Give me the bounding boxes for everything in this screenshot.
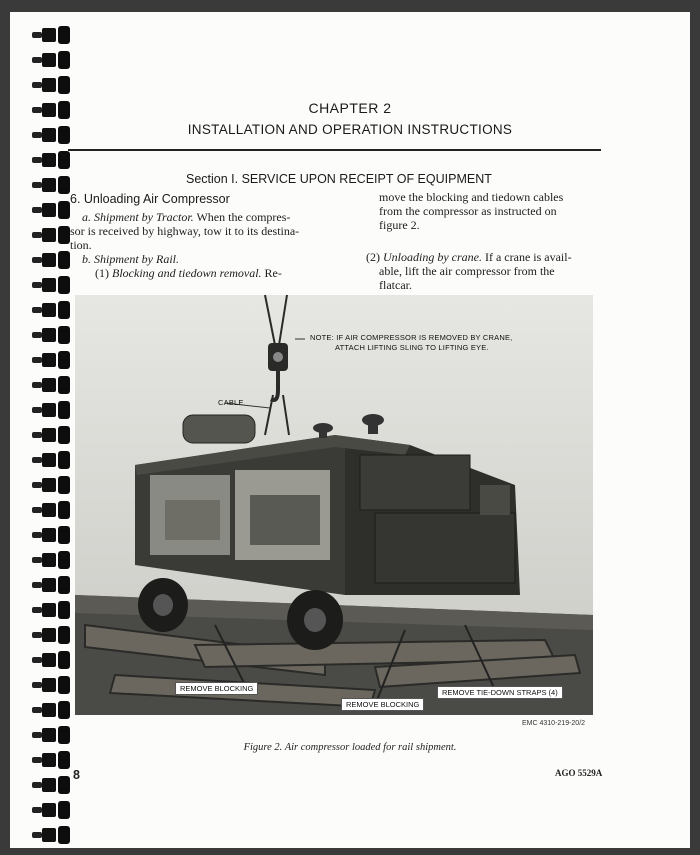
para-a-label: a. Shipment by Tractor. [82,210,194,224]
binding-coil [32,626,74,644]
binding-coil [32,51,74,69]
binding-coil [32,176,74,194]
para-b1-line-3: from the compressor as instructed on [379,204,557,218]
binding-coil [32,401,74,419]
binding-coil [32,226,74,244]
remove-blocking-label-left: REMOVE BLOCKING [175,682,258,695]
page-number: 8 [73,768,80,782]
para-b2-line-1 [366,250,572,264]
binding-coil [32,826,74,844]
para-b1-line-4: figure 2. [379,218,420,232]
binding-coil [32,376,74,394]
binding-coil [32,326,74,344]
paragraph-heading: 6. Unloading Air Compressor [70,192,230,206]
document-id: AGO 5529A [555,768,603,778]
para-b2-line-3: flatcar. [379,278,412,292]
tiedown-straps-label: REMOVE TIE-DOWN STRAPS (4) [437,686,563,699]
binding-coil [32,276,74,294]
air-compressor-photo [75,295,593,715]
figure-note-line-2: ATTACH LIFTING SLING TO LIFTING EYE. [335,343,489,352]
divider-rule [68,149,601,151]
binding-coil [32,301,74,319]
section-title: Section I. SERVICE UPON RECEIPT OF EQUIPMENT [186,172,492,186]
binding-coil [32,601,74,619]
binding-coil [32,576,74,594]
figure-photo [75,295,593,715]
figure-code: EMC 4310-219-20/2 [522,720,586,727]
binding-coil [32,526,74,544]
para-b1-text-1: Re- [261,266,282,280]
para-b1-label: Blocking and tiedown removal. [112,266,262,280]
para-b1-line-2: move the blocking and tiedown cables [379,190,564,204]
binding-coil [32,801,74,819]
binding-coil [32,426,74,444]
binding-coil [32,551,74,569]
binding-coil [32,451,74,469]
binding-coil [32,776,74,794]
chapter-title: CHAPTER 2 [308,100,392,116]
para-b2-text-1: If a crane is avail- [481,250,572,264]
para-a-line-1 [82,210,290,224]
binding-coil [32,251,74,269]
para-b2-number: (2) [366,250,383,264]
binding-coil [32,651,74,669]
binding-coil [32,201,74,219]
binding-coil [32,501,74,519]
para-a-text-1: When the compres- [193,210,291,224]
figure-note-line-1: NOTE: IF AIR COMPRESSOR IS REMOVED BY CRANE, [310,333,513,342]
figure-caption: Figure 2. Air compressor loaded for rail shipment. [243,742,457,753]
para-b1-number: (1) [95,266,112,280]
remove-blocking-label-center: REMOVE BLOCKING [341,698,424,711]
para-b-label: b. Shipment by Rail. [82,252,179,266]
para-b-heading [82,252,179,266]
para-a-line-3: tion. [70,238,92,252]
binding-coil [32,676,74,694]
binding-coil [32,26,74,44]
binding-coil [32,351,74,369]
binding-coil [32,701,74,719]
manual-page [10,12,690,848]
para-b1-line-1 [95,266,282,280]
para-b2-label: Unloading by crane. [383,250,482,264]
binding-coil [32,151,74,169]
binding-coil [32,751,74,769]
chapter-subtitle: INSTALLATION AND OPERATION INSTRUCTIONS [187,122,513,137]
para-b2-line-2: able, lift the air compressor from the [379,264,555,278]
para-a-line-2: sor is received by highway, tow it to its destina- [70,224,300,238]
binding-coil [32,76,74,94]
binding-coil [32,476,74,494]
cable-label: CABLE [218,398,244,407]
